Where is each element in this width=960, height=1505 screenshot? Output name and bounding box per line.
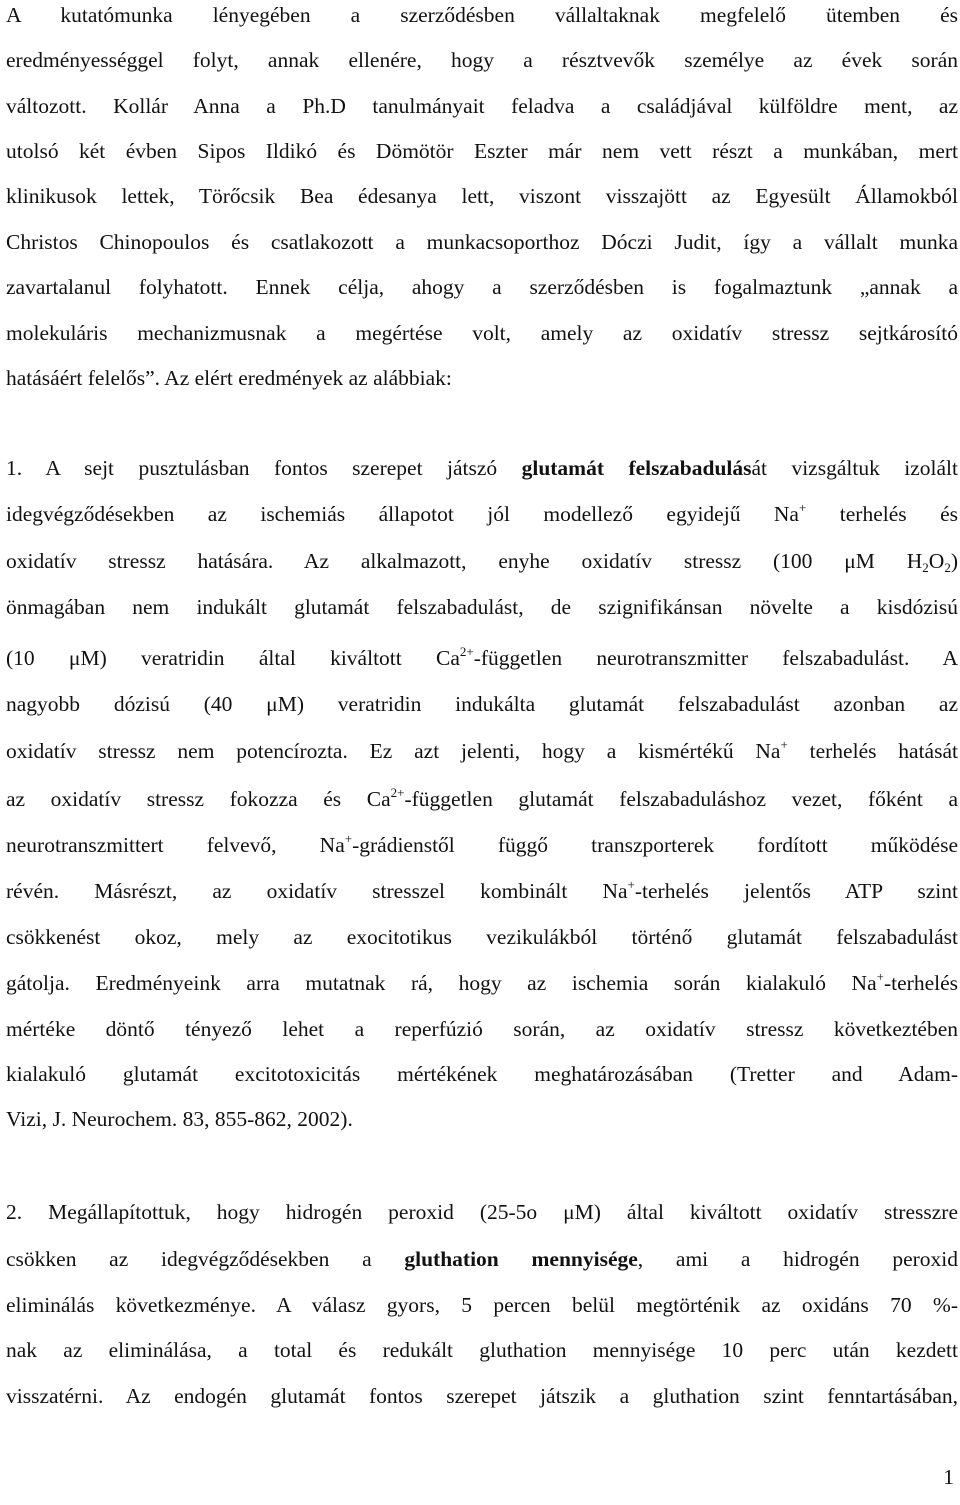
text-line: Christos Chinopoulos és csatlakozott a munkacsoporthoz Dóczi Judit, így a vállalt munka: [6, 230, 958, 254]
text-line: oxidatív stressz nem potencírozta. Ez azt jelenti, hogy a kismértékű Na+ terhelés hatását: [6, 737, 958, 763]
text-line: nagyobb dózisú (40 μM) veratridin indukálta glutamát felszabadulást azonban az: [6, 692, 958, 716]
text-line: idegvégződésekben az ischemiás állapotot jól modellező egyidejű Na+ terhelés és: [6, 500, 958, 526]
text-line: klinikusok lettek, Törőcsik Bea édesanya lett, viszont visszajött az Egyesült Államokból: [6, 184, 958, 208]
text-line: mértéke döntő tényező lehet a reperfúzió során, az oxidatív stressz következtében: [6, 1017, 958, 1041]
text-line: az oxidatív stressz fokozza és $Ca^{2+}$-független glutamát felszabaduláshoz vezet, főként a: [6, 785, 959, 811]
text-line: révén. Másrészt, az oxidatív stresszel kombinált Na+-terhelés jelentős ATP szint: [6, 877, 959, 903]
text-line: kialakuló glutamát excitotoxicitás mértékének meghatározásában (Tretter and Adam-: [6, 1062, 958, 1086]
text-line: (10 μM) veratridin által kiváltott $Ca^{2+}$-független neurotranszmitter felszabadulást. A: [6, 644, 958, 670]
text-line: molekuláris mechanizmusnak a megértése volt, amely az oxidatív stressz sejtkárosító: [6, 321, 958, 345]
text-line: hatásáért felelős”. Az elért eredmények az alábbiak:: [6, 366, 452, 390]
text-line: visszatérni. Az endogén glutamát fontos szerepet játszik a gluthation szint fenntartásában,: [6, 1384, 958, 1408]
text-line: oxidatív stressz hatására. Az alkalmazott, enyhe oxidatív stressz (100 μM $H_2O_2$): [6, 549, 958, 575]
page-number: 1: [943, 1465, 954, 1489]
text-line: zavartalanul folyhatott. Ennek célja, ahogy a szerződésben is fogalmaztunk „annak a: [6, 275, 958, 299]
bold-term: glutamát felszabadulás: [521, 456, 752, 480]
text-line: 2. Megállapítottuk, hogy hidrogén peroxid (25-5o μM) által kiváltott oxidatív stresszre: [6, 1200, 958, 1224]
text-line: utolsó két évben Sipos Ildikó és Dömötör Eszter már nem vett részt a munkában, mert: [6, 139, 958, 163]
text-line: 1. A sejt pusztulásban fontos szerepet játszó glutamát felszabadulását vizsgáltuk izolált: [6, 456, 958, 480]
text-line: önmagában nem indukált glutamát felszabadulást, de szignifikánsan növelte a kisdózisú: [6, 595, 958, 619]
text-line: eredményességgel folyt, annak ellenére, hogy a résztvevők személye az évek során: [6, 48, 958, 72]
text-line: változott. Kollár Anna a Ph.D tanulmányait feladva a családjával külföldre ment, az: [6, 94, 958, 118]
text-line: gátolja. Eredményeink arra mutatnak rá, hogy az ischemia során kialakuló Na+-terhelés: [6, 969, 958, 995]
text-line: csökken az idegvégződésekben a gluthation mennyisége, ami a hidrogén peroxid: [6, 1247, 958, 1271]
text-line: nak az eliminálása, a total és redukált gluthation mennyisége 10 perc után kezdett: [6, 1338, 958, 1362]
text-line: Vizi, J. Neurochem. 83, 855-862, 2002).: [6, 1107, 353, 1131]
text-line: A kutatómunka lényegében a szerződésben vállaltaknak megfelelő ütemben és: [6, 3, 958, 27]
text-line: csökkenést okoz, mely az exocitotikus vezikulákból történő glutamát felszabadulást: [6, 925, 958, 949]
text-line: eliminálás következménye. A válasz gyors, 5 percen belül megtörténik az oxidáns 70 %-: [6, 1293, 958, 1317]
text-line: neurotranszmittert felvevő, Na+-grádienstől függő transzporterek fordított működése: [6, 831, 958, 857]
bold-term: gluthation mennyisége: [404, 1247, 638, 1271]
